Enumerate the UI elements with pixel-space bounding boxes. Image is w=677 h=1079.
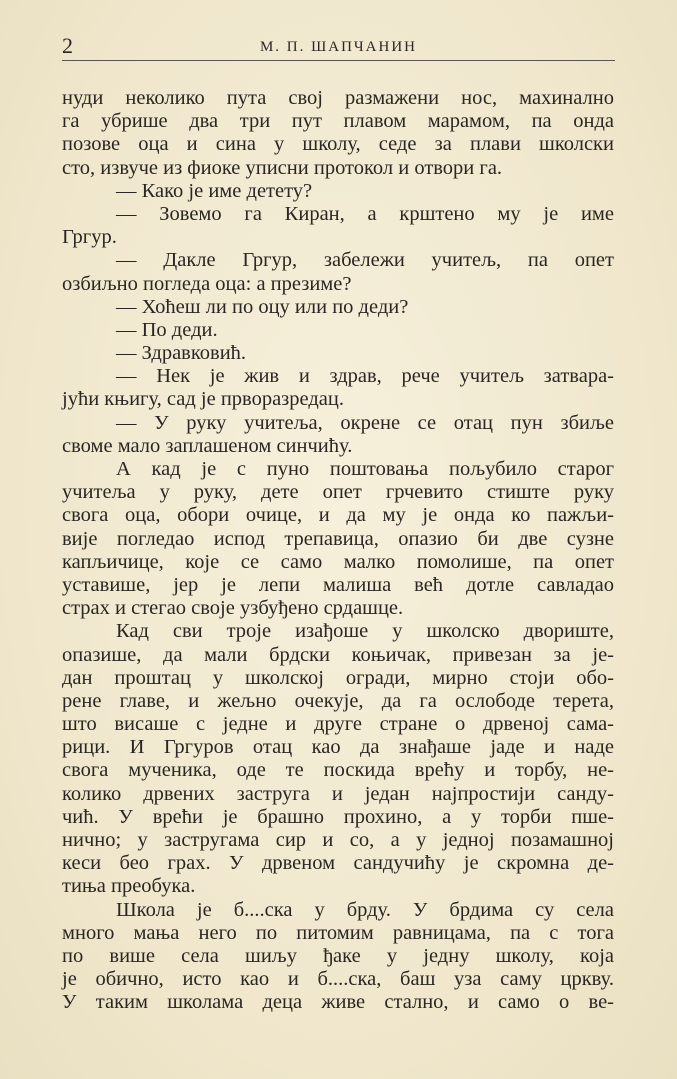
text-line: опазише, да мали брдски коњичак, привезан за је- [62,643,614,666]
page-number: 2 [62,33,73,58]
text-line: уставише, јер је лепи малиша већ дотле савладао [62,573,614,596]
text-line: рене главе, и жељно очекује, да га ослободе терета, [62,689,614,712]
text-line: колико дрвених заструга и један најпростији санду- [62,782,614,805]
text-line: вије погледао испод трепавица, опазио би две сузне [62,527,614,550]
text-line: страх и стегао своје узбуђено срдашце. [62,597,404,620]
running-head: М. П. ШАПЧАНИН [259,39,418,55]
text-line: кеси бео грах. У дрвеном сандучићу је скромна де- [62,852,614,875]
text-line: дан проштац у школској огради, мирно стоји обо- [62,666,614,689]
text-line: свога оца, обори очице, и да му је онда ко пажљи- [62,504,614,527]
text-line: озбиљно погледа оца: а презиме? [62,272,352,295]
text-line: јући књигу, сад је прворазредац. [62,388,344,411]
text-line: Гргур. [62,226,117,249]
text-line: — Хоћеш ли по оцу или по деди? [116,295,409,318]
text-line: што висаше с једне и друге стране о дрвеној сама- [62,713,614,736]
text-line: своме мало заплашеном синчићу. [62,434,353,457]
text-line: позове оца и сина у школу, седе за плави школски [62,133,614,156]
text-line: — Зовемо га Киран, а крштено му је име [116,202,614,225]
text-line: по више села шиљу ђаке у једну школу, која [62,944,614,967]
text-line: — По деди. [116,318,218,341]
text-line: — Здравковић. [116,342,247,365]
text-line: — Нек је жив и здрав, рече учитељ затвара- [116,365,614,388]
text-line: Школа је б....ска у брду. У брдима су села [116,898,614,921]
page-header [62,34,615,61]
text-line: — Дакле Гргур, забележи учитељ, па опет [116,249,614,272]
text-line: свога мученика, оде те поскида врећу и торбу, не- [62,759,614,782]
text-line: — У руку учитеља, окрене се отац пун збиље [116,411,614,434]
text-line: нично; у застругама сир и со, а у једној позамашној [62,829,614,851]
text-line: је обично, исто као и б....ска, баш уза саму цркву. [62,968,614,991]
text-line: тиња преобука. [62,875,196,898]
text-line: — Како је име детету? [116,179,313,202]
text-line: чић. У врећи је брашно прохино, а у торби пше- [62,805,614,828]
text-line: капљичице, које се само малко помолише, па опет [62,550,614,573]
text-line: учитеља у руку, дете опет грчевито стиште руку [62,481,614,504]
text-line: А кад је с пуно поштовања пољубило старог [116,458,614,480]
body-text [62,87,614,1015]
text-line: много мања него по питомим равницама, па с тога [62,921,614,944]
text-line: Кад сви троје изађоше у школско двориште, [116,620,614,643]
text-line: га убрише два три пут плавом марамом, па онда [62,110,614,133]
text-line: сто, извуче из фиоке уписни протокол и отвори га. [62,156,503,179]
text-line: нуди неколико пута свој размажени нос, махинално [62,87,614,109]
text-line: рици. И Гргуров отац као да знађаше јаде и наде [62,736,614,759]
text-line: У таким школама деца живе стално, и само о ве- [62,991,614,1014]
